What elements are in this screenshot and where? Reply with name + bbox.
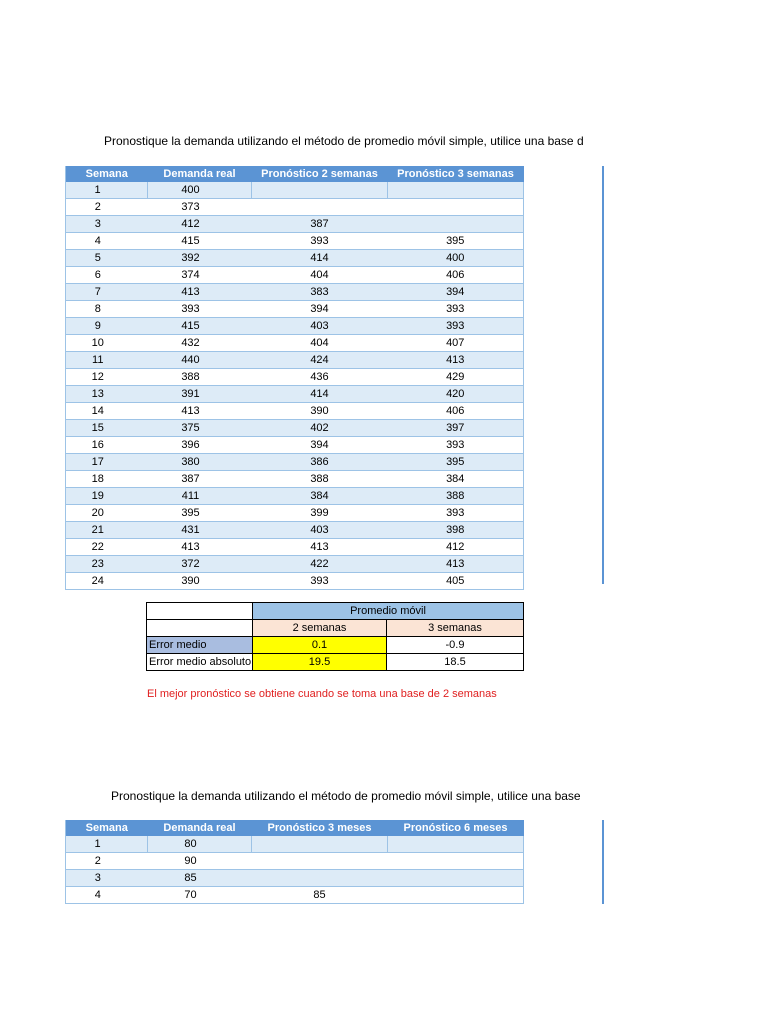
error-summary-table (146, 602, 524, 671)
table-cell: 406 (388, 267, 524, 284)
table-cell (388, 887, 524, 904)
table-cell: 1 (66, 836, 148, 853)
table-cell: 19 (66, 488, 148, 505)
table-cell: 7 (66, 284, 148, 301)
table-cell: 406 (388, 403, 524, 420)
column-header: Semana (66, 166, 148, 182)
table-cell: 373 (148, 199, 252, 216)
table-cell: 394 (252, 301, 388, 318)
table-cell: 10 (66, 335, 148, 352)
table-cell: 393 (388, 318, 524, 335)
table-cell: 393 (388, 301, 524, 318)
table-cell: 391 (148, 386, 252, 403)
column-header: Pronóstico 2 semanas (252, 166, 388, 182)
table-cell (388, 216, 524, 233)
table-cell: 387 (148, 471, 252, 488)
table-cell (388, 182, 524, 199)
table-cell: 411 (148, 488, 252, 505)
table-cell: 420 (388, 386, 524, 403)
error-col-2-weeks: 2 semanas (253, 620, 387, 637)
column-header: Pronóstico 6 meses (388, 820, 524, 836)
table-cell: 1 (66, 182, 148, 199)
table-cell: 16 (66, 437, 148, 454)
table-right-border (602, 820, 604, 904)
table-header-row (66, 820, 524, 836)
table-row (66, 556, 524, 573)
table-cell: 12 (66, 369, 148, 386)
table-cell: 85 (148, 870, 252, 887)
table-cell: 380 (148, 454, 252, 471)
table-cell: 397 (388, 420, 524, 437)
table-cell: 424 (252, 352, 388, 369)
table-row (66, 437, 524, 454)
table-cell: 20 (66, 505, 148, 522)
table-row (66, 216, 524, 233)
table-header-row (66, 166, 524, 182)
table-cell: 390 (148, 573, 252, 590)
table-cell: 436 (252, 369, 388, 386)
table-cell: 393 (388, 505, 524, 522)
table-cell: 413 (148, 403, 252, 420)
table-row (66, 250, 524, 267)
table-cell: 372 (148, 556, 252, 573)
error-table-header: Promedio móvil (253, 603, 524, 620)
table-cell: 398 (388, 522, 524, 539)
table-row (66, 284, 524, 301)
table-cell: 3 (66, 870, 148, 887)
table-cell (388, 853, 524, 870)
table-row (66, 887, 524, 904)
table-row (66, 853, 524, 870)
table-cell: 15 (66, 420, 148, 437)
table-cell: 403 (252, 318, 388, 335)
table-right-border (602, 166, 604, 584)
table-cell: 386 (252, 454, 388, 471)
table-cell: 413 (148, 284, 252, 301)
empty-cell (147, 620, 253, 637)
table-cell: 8 (66, 301, 148, 318)
table-cell: 17 (66, 454, 148, 471)
table-cell: 404 (252, 267, 388, 284)
table-cell (252, 199, 388, 216)
table-cell: 388 (388, 488, 524, 505)
forecast-table-weeks (65, 166, 524, 590)
table-row (66, 573, 524, 590)
table-cell: 413 (388, 556, 524, 573)
table-cell: 413 (388, 352, 524, 369)
error-medio-2-weeks: 0.1 (253, 637, 387, 654)
table-cell: 3 (66, 216, 148, 233)
table-row (66, 488, 524, 505)
table-row (66, 539, 524, 556)
table-cell (388, 199, 524, 216)
empty-cell (147, 603, 253, 620)
table-cell: 70 (148, 887, 252, 904)
table-cell: 6 (66, 267, 148, 284)
table-row (66, 369, 524, 386)
table-row (66, 454, 524, 471)
table-cell: 413 (252, 539, 388, 556)
table-row (66, 182, 524, 199)
table-cell: 384 (252, 488, 388, 505)
table-cell: 400 (148, 182, 252, 199)
error-medio-3-weeks: -0.9 (387, 637, 524, 654)
error-absoluto-3-weeks: 18.5 (387, 654, 524, 671)
table-cell: 388 (148, 369, 252, 386)
table-cell: 5 (66, 250, 148, 267)
table-cell: 413 (148, 539, 252, 556)
table-cell: 393 (148, 301, 252, 318)
conclusion-text: El mejor pronóstico se obtiene cuando se toma una base de 2 semanas (147, 688, 497, 700)
table-row (66, 505, 524, 522)
table-cell: 404 (252, 335, 388, 352)
table-cell: 390 (252, 403, 388, 420)
table-cell: 24 (66, 573, 148, 590)
table-cell (252, 870, 388, 887)
table-cell: 412 (148, 216, 252, 233)
table-cell: 22 (66, 539, 148, 556)
table-row (66, 318, 524, 335)
table-cell (388, 870, 524, 887)
table-cell: 396 (148, 437, 252, 454)
table-row (66, 403, 524, 420)
table-cell: 414 (252, 250, 388, 267)
table-row (66, 199, 524, 216)
table-cell: 80 (148, 836, 252, 853)
table-cell: 85 (252, 887, 388, 904)
table-cell: 431 (148, 522, 252, 539)
table-row (66, 522, 524, 539)
column-header: Pronóstico 3 semanas (388, 166, 524, 182)
table-row (66, 301, 524, 318)
table-cell: 415 (148, 318, 252, 335)
table-cell: 9 (66, 318, 148, 335)
table-row (66, 471, 524, 488)
table-cell: 412 (388, 539, 524, 556)
table-cell: 429 (388, 369, 524, 386)
table-cell: 23 (66, 556, 148, 573)
table-cell: 399 (252, 505, 388, 522)
table-cell: 374 (148, 267, 252, 284)
table-cell: 388 (252, 471, 388, 488)
table-cell: 394 (388, 284, 524, 301)
forecast-table-months (65, 820, 524, 904)
table-cell: 18 (66, 471, 148, 488)
table-cell: 394 (252, 437, 388, 454)
table-cell: 414 (252, 386, 388, 403)
table-row (66, 870, 524, 887)
table-cell: 2 (66, 853, 148, 870)
table-cell (388, 836, 524, 853)
table-cell: 383 (252, 284, 388, 301)
table-cell (252, 853, 388, 870)
table-cell: 440 (148, 352, 252, 369)
table-cell: 2 (66, 199, 148, 216)
instruction-text-1: Pronostique la demanda utilizando el método de promedio móvil simple, utilice una base d (104, 134, 584, 148)
column-header: Demanda real (148, 820, 252, 836)
table-row (66, 233, 524, 250)
table-cell: 4 (66, 887, 148, 904)
table-cell: 432 (148, 335, 252, 352)
column-header: Demanda real (148, 166, 252, 182)
table-cell: 387 (252, 216, 388, 233)
table-cell: 13 (66, 386, 148, 403)
error-absoluto-label: Error medio absoluto (147, 654, 253, 671)
table-cell: 415 (148, 233, 252, 250)
table-cell: 395 (388, 233, 524, 250)
table-row (66, 335, 524, 352)
table-row (66, 420, 524, 437)
table-row (66, 352, 524, 369)
table-cell (252, 182, 388, 199)
table-cell: 11 (66, 352, 148, 369)
table-cell: 395 (388, 454, 524, 471)
error-medio-label: Error medio (147, 637, 253, 654)
table-cell: 375 (148, 420, 252, 437)
table-cell: 422 (252, 556, 388, 573)
table-row (66, 836, 524, 853)
table-row (66, 267, 524, 284)
table-cell: 384 (388, 471, 524, 488)
table-cell: 4 (66, 233, 148, 250)
table-cell: 403 (252, 522, 388, 539)
table-cell: 400 (388, 250, 524, 267)
column-header: Pronóstico 3 meses (252, 820, 388, 836)
table-cell: 407 (388, 335, 524, 352)
table-cell: 405 (388, 573, 524, 590)
error-col-3-weeks: 3 semanas (387, 620, 524, 637)
column-header: Semana (66, 820, 148, 836)
table-cell: 21 (66, 522, 148, 539)
table-cell: 14 (66, 403, 148, 420)
table-cell: 395 (148, 505, 252, 522)
table-cell: 90 (148, 853, 252, 870)
table-cell: 393 (388, 437, 524, 454)
table-cell: 392 (148, 250, 252, 267)
table-row (66, 386, 524, 403)
table-cell: 402 (252, 420, 388, 437)
error-absoluto-2-weeks: 19.5 (253, 654, 387, 671)
table-cell (252, 836, 388, 853)
table-cell: 393 (252, 573, 388, 590)
instruction-text-2: Pronostique la demanda utilizando el método de promedio móvil simple, utilice una base (111, 789, 581, 803)
table-cell: 393 (252, 233, 388, 250)
